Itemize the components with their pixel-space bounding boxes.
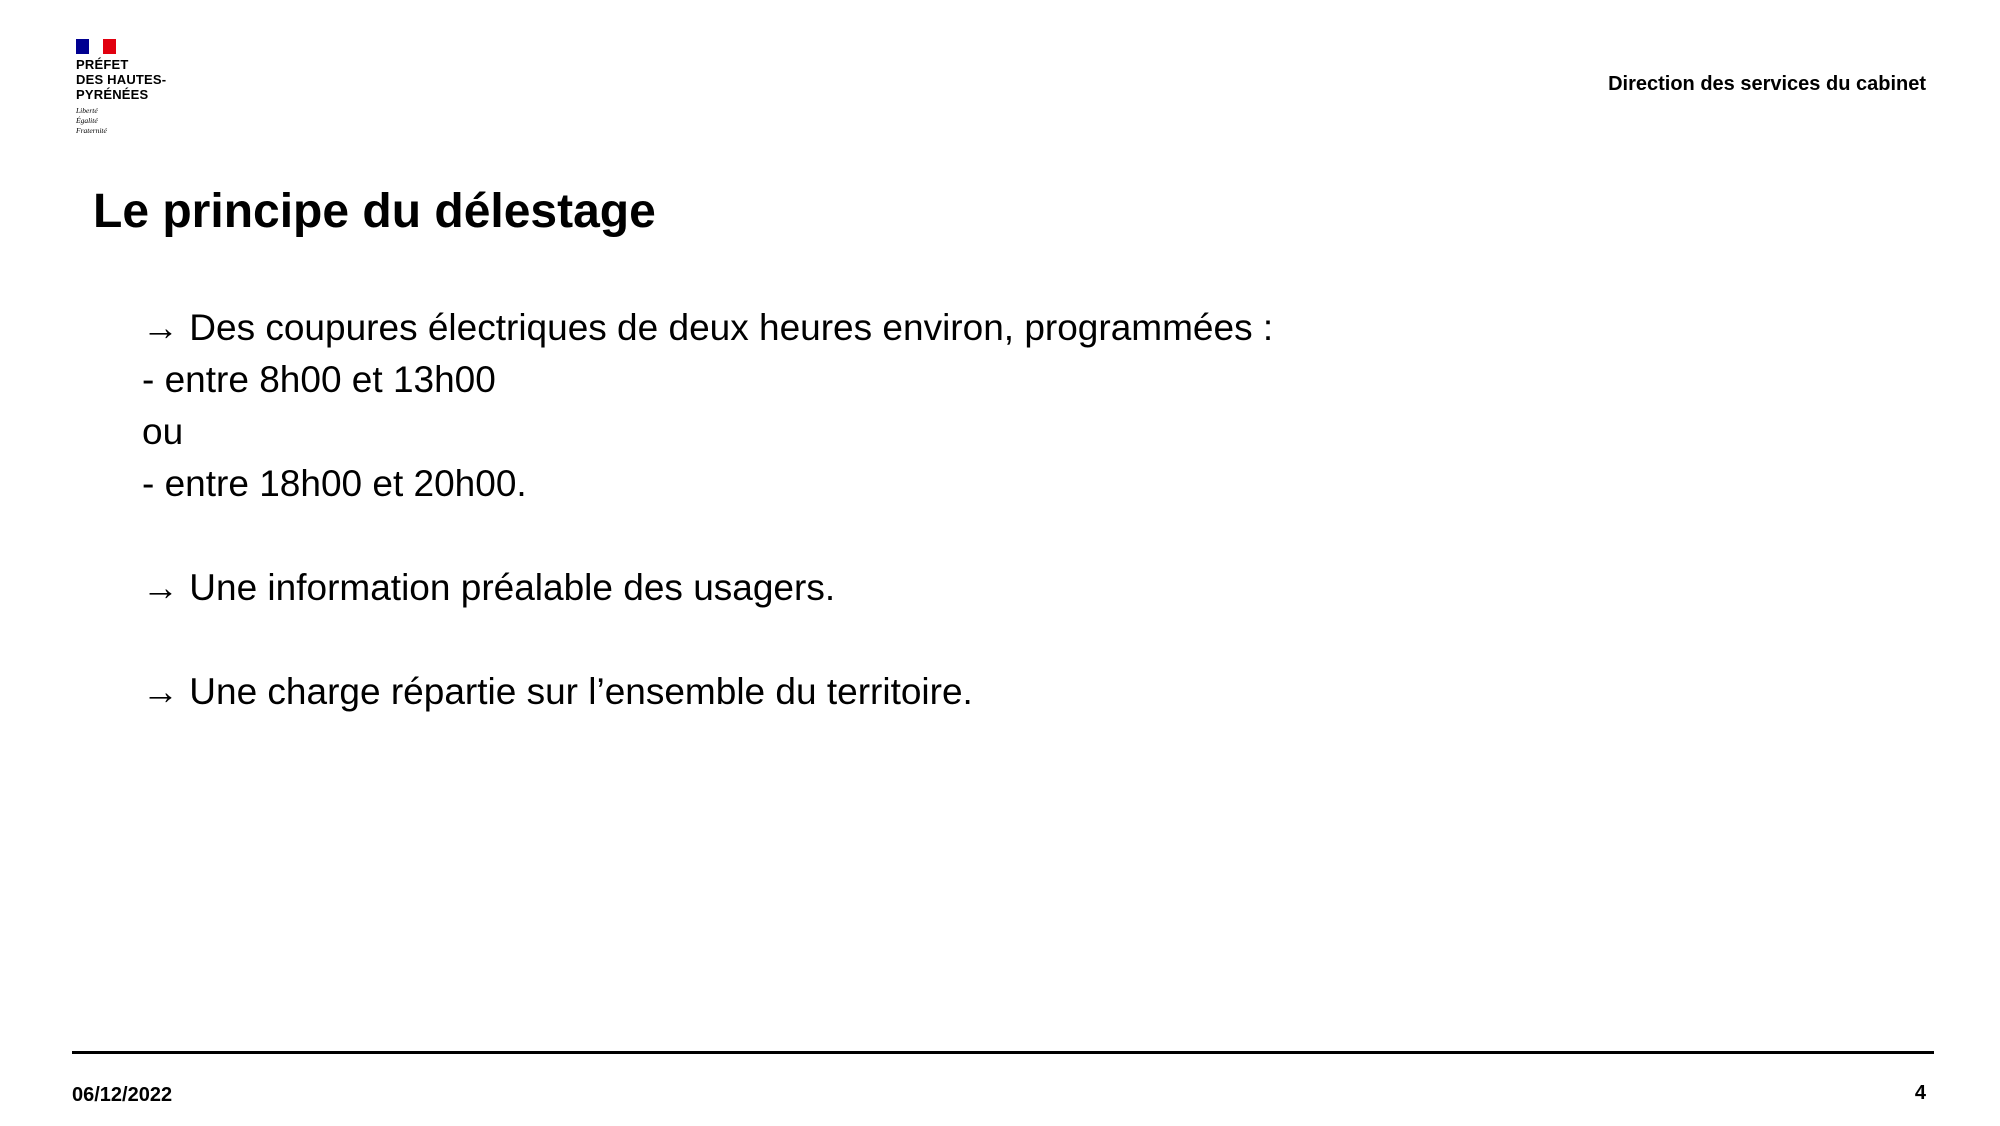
french-flag-icon [76, 39, 116, 54]
slide-body [142, 302, 1273, 718]
body-line: → Des coupures électriques de deux heures environ, programmées : [142, 307, 1274, 348]
footer-divider [72, 1051, 1934, 1054]
logo-title-line: PYRÉNÉES [76, 87, 149, 102]
logo-motto [76, 106, 196, 136]
body-line: → Une information préalable des usagers. [142, 567, 836, 608]
logo-motto-line: Liberté [76, 106, 98, 115]
logo-title-line: DES HAUTES- [76, 72, 167, 87]
logo-title [76, 57, 196, 102]
directorate-label: Direction des services du cabinet [1608, 73, 1926, 95]
logo-motto-line: Égalité [76, 116, 98, 125]
page-number: 4 [1914, 1082, 1926, 1104]
blank-line [142, 510, 1273, 562]
prefecture-logo [76, 39, 196, 139]
body-line: - entre 18h00 et 20h00. [142, 463, 527, 504]
footer-date: 06/12/2022 [72, 1084, 173, 1106]
slide-title: Le principe du délestage [93, 185, 656, 238]
blank-line [142, 614, 1273, 666]
body-line: ou [142, 411, 184, 452]
body-line: - entre 8h00 et 13h00 [142, 359, 496, 400]
body-line: → Une charge répartie sur l’ensemble du territoire. [142, 671, 973, 712]
logo-title-line: PRÉFET [76, 57, 129, 72]
logo-motto-line: Fraternité [76, 126, 107, 135]
